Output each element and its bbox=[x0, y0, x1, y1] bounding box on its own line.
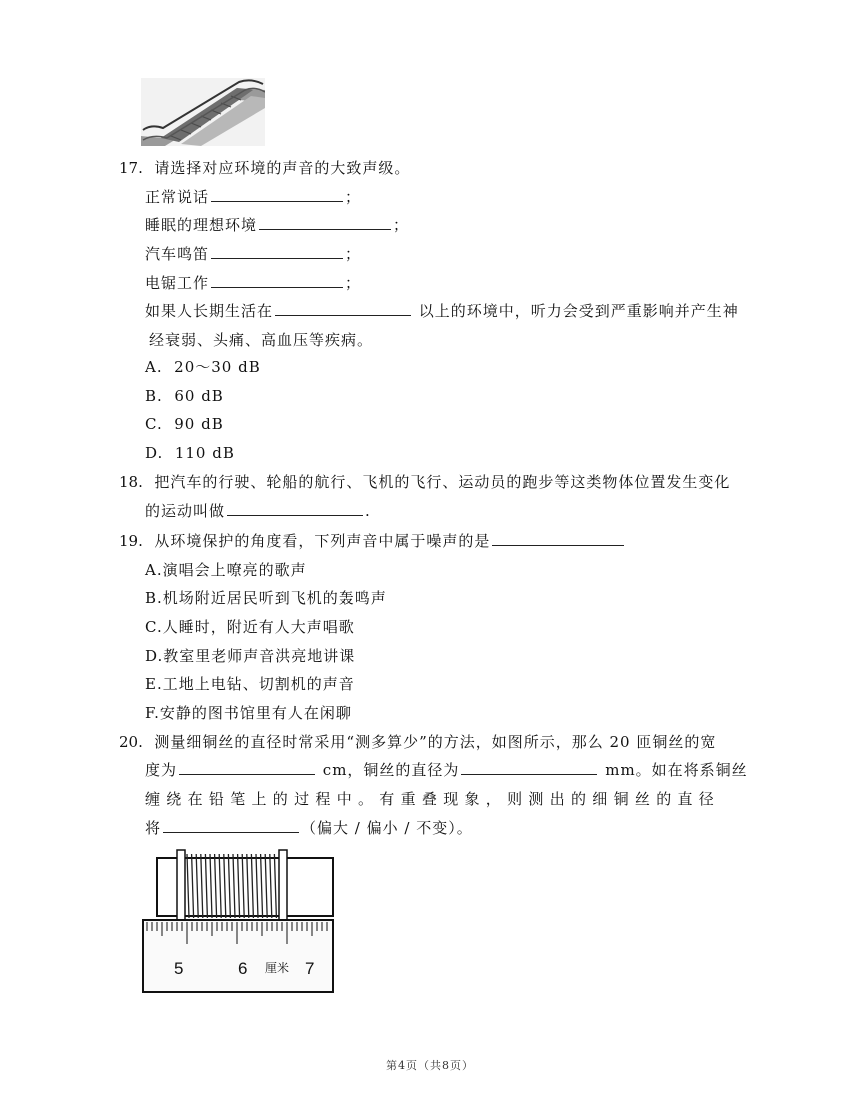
q19-stem: 19. 从环境保护的角度看，下列声音中属于噪声的是 bbox=[119, 531, 626, 551]
q17-item-3: 汽车鸣笛 ； bbox=[145, 245, 362, 263]
ruler-tick-label-6: 6 bbox=[238, 959, 248, 978]
q17-option-c[interactable]: C. 90 dB bbox=[145, 415, 224, 433]
q19-option-f[interactable]: F.安静的图书馆里有人在闲聊 bbox=[145, 704, 352, 722]
q17-item-1: 正常说话 ； bbox=[145, 188, 362, 206]
q20-line2: 度为 cm，铜丝的直径为 mm。如在将系铜丝 bbox=[145, 761, 748, 779]
answer-blank[interactable] bbox=[179, 760, 315, 775]
ruler-unit-label: 厘米 bbox=[265, 961, 290, 975]
q17-option-d[interactable]: D. 110 dB bbox=[145, 444, 235, 462]
q20-line4: 将 （偏大 / 偏小 / 不变）。 bbox=[145, 819, 473, 837]
answer-blank[interactable] bbox=[259, 215, 391, 230]
q20-line1: 20. 测量细铜丝的直径时常采用“测多算少”的方法，如图所示，那么 20 匝铜丝的宽 bbox=[119, 733, 717, 751]
q19-option-a[interactable]: A.演唱会上嘹亮的歌声 bbox=[145, 561, 307, 579]
q18-line2: 的运动叫做 . bbox=[145, 502, 371, 520]
q17-tail-line2: 经衰弱、头痛、高血压等疾病。 bbox=[149, 331, 374, 349]
ruler-tick-label-7: 7 bbox=[305, 959, 315, 978]
answer-blank[interactable] bbox=[211, 244, 343, 259]
escalator-image bbox=[141, 78, 265, 146]
q17-option-a[interactable]: A. 20～30 dB bbox=[145, 358, 261, 376]
q19-option-e[interactable]: E.工地上电钻、切割机的声音 bbox=[145, 675, 355, 693]
q17-option-b[interactable]: B. 60 dB bbox=[145, 387, 224, 405]
q17-item-4: 电锯工作 ； bbox=[145, 274, 362, 292]
coil-ruler-figure bbox=[141, 844, 335, 994]
ruler-tick-label-5: 5 bbox=[174, 959, 184, 978]
answer-blank[interactable] bbox=[227, 501, 363, 516]
q17-stem: 17. 请选择对应环境的声音的大致声级。 bbox=[119, 159, 411, 177]
q19-option-d[interactable]: D.教室里老师声音洪亮地讲课 bbox=[145, 647, 356, 665]
answer-blank[interactable] bbox=[275, 301, 411, 316]
q20-line3: 缠绕在铅笔上的过程中。有重叠现象，则测出的细铜丝的直径 bbox=[145, 790, 721, 808]
q17-tail: 如果人长期生活在 以上的环境中，听力会受到严重影响并产生神 bbox=[145, 302, 739, 320]
answer-blank[interactable] bbox=[461, 760, 597, 775]
answer-blank[interactable] bbox=[211, 273, 343, 288]
answer-blank[interactable] bbox=[211, 187, 343, 202]
q19-option-c[interactable]: C.人睡时，附近有人大声唱歌 bbox=[145, 618, 355, 636]
page-footer: 第4页（共8页） bbox=[386, 1059, 474, 1072]
q17-item-2: 睡眠的理想环境 ； bbox=[145, 216, 410, 234]
q19-option-b[interactable]: B.机场附近居民听到飞机的轰鸣声 bbox=[145, 589, 387, 607]
answer-blank[interactable] bbox=[163, 818, 299, 833]
answer-blank[interactable] bbox=[492, 531, 624, 546]
q18-line1: 18. 把汽车的行驶、轮船的航行、飞机的飞行、运动员的跑步等这类物体位置发生变化 bbox=[119, 473, 731, 491]
